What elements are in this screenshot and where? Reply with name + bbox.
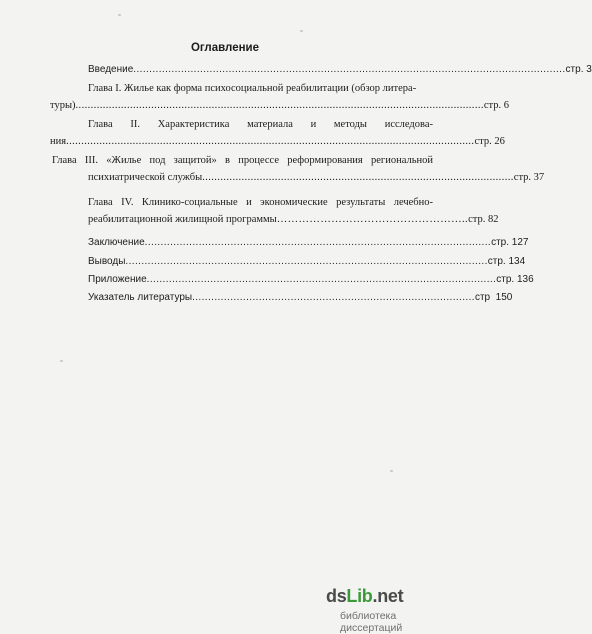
toc-entry-label: ния bbox=[50, 136, 67, 147]
toc-entry-literature[interactable] bbox=[88, 291, 513, 304]
logo-part: .net bbox=[372, 586, 404, 606]
toc-entry-ch1-line1[interactable]: Глава I. Жилье как форма психосоциальной реабилитации (обзор литера- bbox=[88, 83, 417, 94]
leader-dots: ....................................................................................................... bbox=[202, 172, 514, 183]
leader-dots: …………………………………………….. bbox=[276, 214, 469, 225]
leader-dots: ....................................................................................................................................... bbox=[75, 100, 484, 111]
toc-entry-conclusion[interactable] bbox=[88, 236, 529, 249]
page-number: стр. 134 bbox=[487, 256, 526, 267]
toc-entry-label: туры) bbox=[50, 100, 76, 111]
scan-speck bbox=[118, 14, 121, 16]
toc-entry-label: Выводы bbox=[88, 256, 126, 267]
toc-word: материала bbox=[247, 119, 293, 130]
toc-entry-appendix[interactable] bbox=[88, 273, 534, 286]
toc-entry-findings[interactable] bbox=[88, 255, 526, 268]
leader-dots: .................................................................................................................. bbox=[125, 256, 488, 267]
toc-entry-label: Указатель литературы bbox=[88, 292, 193, 303]
toc-entry-ch3-line1[interactable]: Глава III. «Жилье под защитой» в процессе реформирования региональной bbox=[52, 155, 433, 166]
toc-entry-ch2-line1[interactable] bbox=[88, 118, 433, 131]
page-number: стр. 82 bbox=[468, 214, 499, 225]
leader-dots: ........................................................................................................................................ bbox=[133, 64, 566, 75]
page-number: стр. 6 bbox=[483, 100, 510, 111]
leader-dots: ....................................................................................................................................... bbox=[66, 136, 475, 147]
scan-speck bbox=[390, 470, 393, 472]
toc-entry-ch4-line2[interactable] bbox=[88, 213, 499, 226]
toc-entry-label: реабилитационной жилищной программы bbox=[88, 214, 277, 225]
page-number: стр. 127 bbox=[491, 237, 529, 248]
toc-word: II. bbox=[130, 119, 140, 130]
toc-title: Оглавление bbox=[190, 42, 260, 54]
dslib-watermark[interactable] bbox=[326, 586, 446, 634]
toc-entry-label: психиатрической службы bbox=[88, 172, 203, 183]
page-number: стр. 3 bbox=[565, 64, 592, 75]
toc-entry-ch2-line2[interactable] bbox=[50, 135, 505, 148]
toc-entry-ch1-line2[interactable] bbox=[50, 99, 510, 112]
scan-speck bbox=[300, 30, 303, 32]
page-number: стр. 37 bbox=[513, 172, 545, 183]
logo-part: Lib bbox=[346, 586, 373, 606]
toc-word: Глава bbox=[88, 119, 113, 130]
scan-speck bbox=[60, 360, 63, 362]
toc-entry-intro[interactable] bbox=[88, 63, 592, 76]
leader-dots: ......................................................................................... bbox=[192, 292, 475, 303]
toc-entry-label: Заключение bbox=[88, 237, 145, 248]
leader-dots: ............................................................................................................. bbox=[144, 237, 492, 248]
toc-entry-label: Приложение bbox=[88, 274, 147, 285]
leader-dots: .............................................................................................................. bbox=[146, 274, 497, 285]
dslib-subtitle: библиотека диссертаций bbox=[340, 610, 403, 634]
toc-entry-label: Введение bbox=[88, 64, 134, 75]
toc-word: Характеристика bbox=[157, 119, 230, 130]
toc-entry-ch3-line2[interactable] bbox=[88, 171, 545, 184]
toc-entry-ch4-line1[interactable]: Глава IV. Клинико-социальные и экономические результаты лечебно- bbox=[88, 197, 433, 208]
page-number: стр 150 bbox=[474, 292, 513, 303]
page-number: стр. 26 bbox=[474, 136, 505, 147]
toc-word: методы bbox=[333, 119, 367, 130]
toc-word: исследова- bbox=[384, 119, 433, 130]
page-number: стр. 136 bbox=[496, 274, 534, 285]
toc-word: и bbox=[310, 119, 317, 130]
logo-part: ds bbox=[326, 586, 347, 606]
dslib-logo-text bbox=[326, 586, 403, 607]
